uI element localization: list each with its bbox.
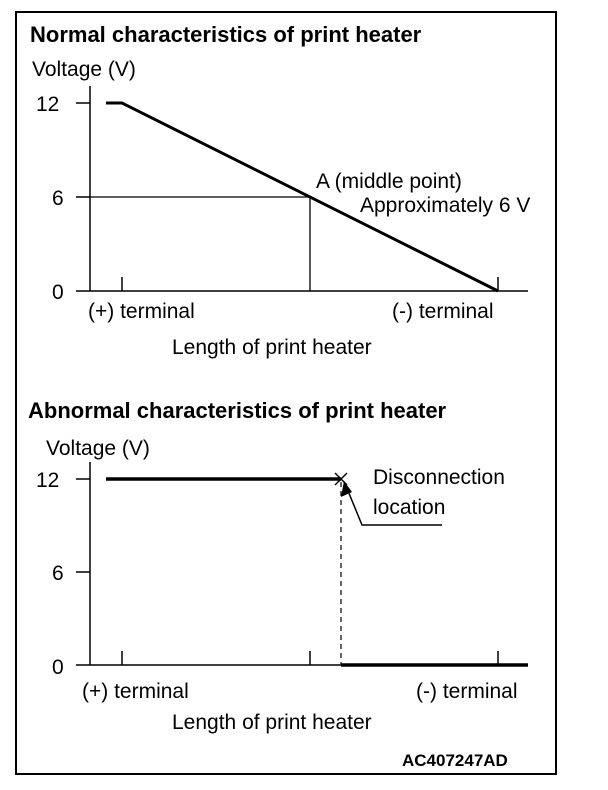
chart1-annotation-point-a: A (middle point) [316, 170, 462, 193]
chart2-ylabel: Voltage (V) [46, 437, 150, 460]
chart1-annotation-approx: Approximately 6 V [360, 194, 531, 217]
chart2-ytick-12: 12 [36, 469, 60, 492]
annotation-line-1: Disconnection [373, 466, 505, 489]
chart1-ytick-12: 12 [36, 93, 60, 116]
chart2-xtick-minus: (-) terminal [416, 680, 518, 703]
chart1-ytick-6: 6 [52, 187, 64, 210]
figure-code: AC407247AD [402, 751, 508, 770]
chart2-axes [76, 462, 528, 665]
chart2-xlabel: Length of print heater [172, 711, 372, 734]
chart1-ylabel: Voltage (V) [32, 58, 136, 81]
chart1-xtick-plus: (+) terminal [88, 300, 195, 323]
chart1-xtick-minus: (-) terminal [392, 300, 494, 323]
annotation-line-2: location [373, 496, 446, 519]
chart1-xlabel: Length of print heater [172, 336, 372, 359]
chart1-title: Normal characteristics of print heater [30, 22, 422, 47]
chart2-title: Abnormal characteristics of print heater [28, 398, 447, 423]
chart2-ytick-0: 0 [52, 656, 64, 679]
chart2-annotation-disconnection [373, 466, 511, 519]
chart2-xtick-plus: (+) terminal [82, 680, 189, 703]
chart2-ytick-6: 6 [52, 562, 64, 585]
chart1-ytick-0: 0 [52, 281, 64, 304]
